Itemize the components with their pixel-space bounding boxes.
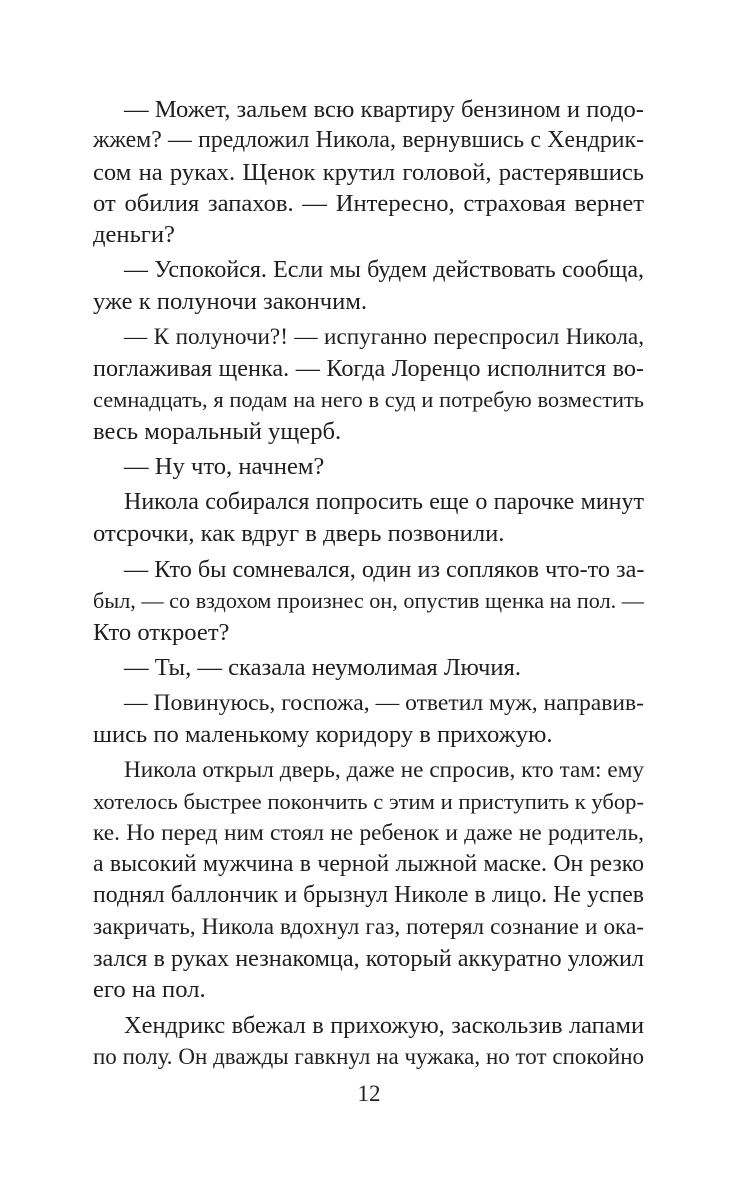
- text-line: — К полуночи?! — испуганно переспросил Никола,: [124, 323, 644, 350]
- text-line: сом на руках. Щенок крутил головой, растерявшись: [93, 158, 644, 186]
- text-line: — Кто бы сомневался, один из сопляков что-то за-: [124, 556, 645, 584]
- paragraph: [93, 322, 644, 447]
- paragraph: [93, 451, 644, 482]
- body-text: [93, 94, 644, 1072]
- text-line: Кто откроет?: [93, 618, 230, 646]
- text-line: Хендрикс вбежал в прихожую, заскользив лапами: [124, 1011, 644, 1039]
- text-line: — Успокойся. Если мы будем действовать сообща,: [124, 256, 644, 283]
- paragraph: [93, 255, 644, 318]
- paragraph: [93, 94, 644, 250]
- text-line: жжем? — предложил Никола, вернувшись с Хендрик-: [93, 127, 644, 154]
- text-line: закричать, Никола вдохнул газ, потерял сознание и ока-: [93, 913, 644, 940]
- text-line: зался в руках незнакомца, который аккуратно уложил: [93, 944, 644, 972]
- text-line: — Повинуюсь, госпожа, — ответил муж, направив-: [124, 690, 644, 717]
- text-line: уже к полуночи закончим.: [93, 288, 368, 316]
- paragraph: [93, 755, 644, 1005]
- text-line: отсрочки, как вдруг в дверь позвонили.: [93, 520, 505, 548]
- paragraph: [93, 554, 644, 648]
- text-line: Никола собирался попросить еще о парочке минут: [124, 489, 644, 516]
- paragraph: [93, 1010, 644, 1073]
- text-line: шись по маленькому коридору в прихожую.: [93, 721, 553, 749]
- text-line: — Ты, — сказала неумолимая Лючия.: [124, 654, 521, 682]
- paragraph: [93, 652, 644, 683]
- text-line: деньги?: [93, 221, 175, 249]
- text-line: — Может, зальем всю квартиру бензином и подо-: [124, 96, 644, 123]
- text-line: Никола открыл дверь, даже не спросив, кто там: ему: [124, 757, 644, 784]
- text-line: ке. Но перед ним стоял не ребенок и даже не родитель,: [93, 819, 644, 846]
- text-line: был, — со вздохом произнес он, опустив щенка на пол. —: [93, 588, 644, 614]
- paragraph: [93, 688, 644, 751]
- text-line: поднял баллончик и брызнул Николе в лицо. Не успев: [93, 882, 644, 909]
- paragraph: [93, 487, 644, 550]
- text-line: поглаживая щенка. — Когда Лоренцо исполнится во-: [93, 355, 644, 383]
- text-line: по полу. Он дважды гавкнул на чужака, но тот спокойно: [93, 1044, 644, 1070]
- text-line: от обилия запахов. — Интересно, страховая вернет: [93, 189, 644, 217]
- text-line: хотелось быстрее покончить с этим и приступить к убор-: [93, 789, 644, 815]
- text-line: семнадцать, я подам на него в суд и потребую возместить: [93, 387, 644, 413]
- text-line: — Ну что, начнем?: [124, 453, 325, 481]
- text-line: его на пол.: [93, 976, 206, 1004]
- text-line: весь моральный ущерб.: [93, 417, 342, 445]
- page-number: 12: [357, 1081, 381, 1106]
- text-line: а высокий мужчина в черной лыжной маске. Он резко: [93, 850, 644, 877]
